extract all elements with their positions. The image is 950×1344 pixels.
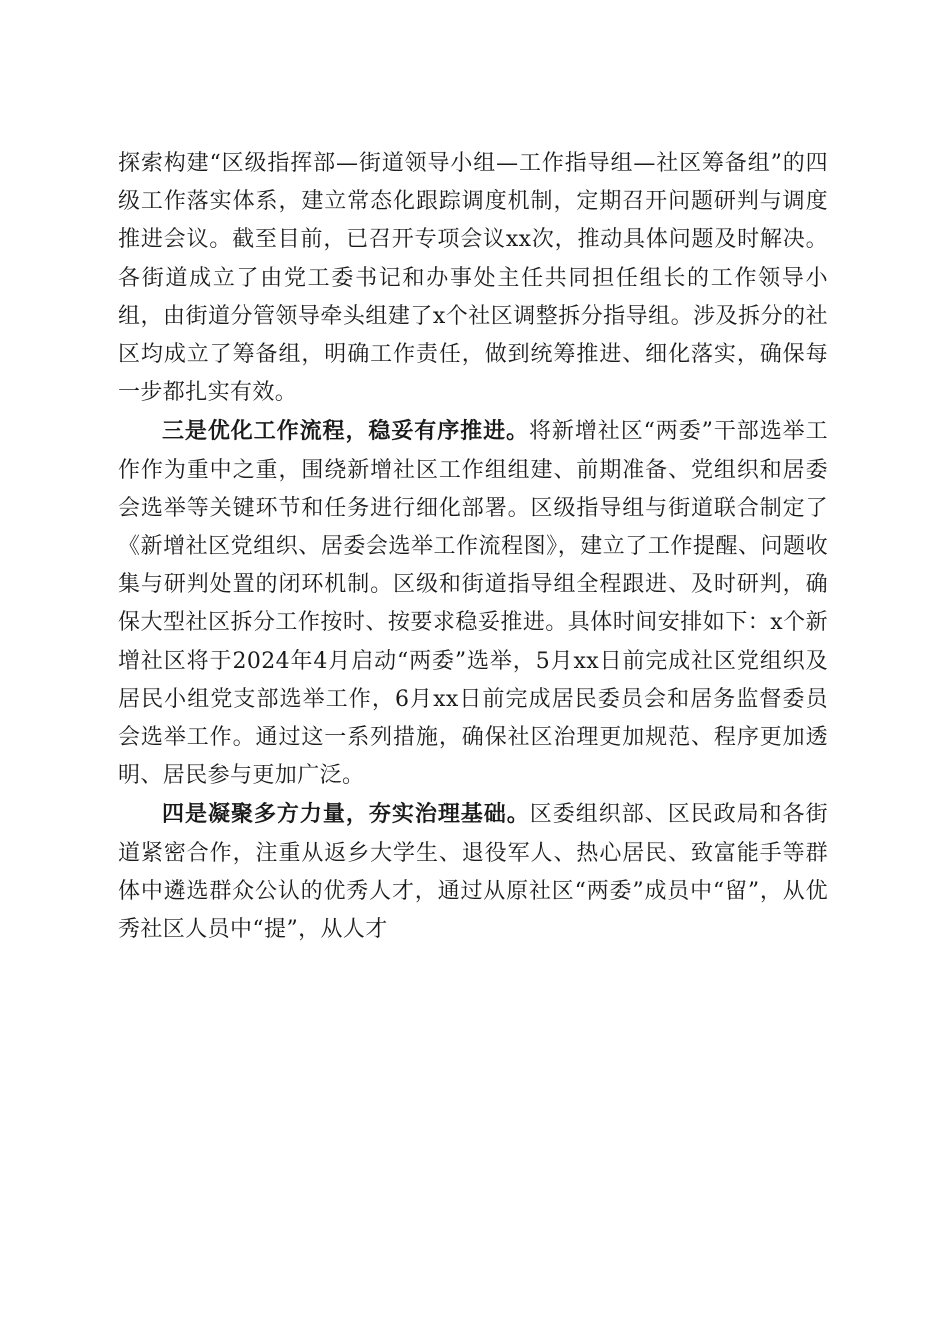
document-body	[118, 144, 828, 949]
paragraph-text: 探索构建“区级指挥部—街道领导小组—工作指导组—社区筹备组”的四级工作落实体系，建立常态化跟踪调度机制，定期召开问题研判与调度推进会议。截至目前，已召开专项会议xx次，推动具体问题及时解决。各街道成立了由党工委书记和办事处主任共同担任组长的工作领导小组，由街道分管领导牵头组建了x个社区调整拆分指导组。涉及拆分的社区均成立了筹备组，明确工作责任，做到统筹推进、细化落实，确保每一步都扎实有效。	[118, 151, 828, 406]
paragraph-lead: 三是优化工作流程，稳妥有序推进。	[162, 418, 529, 445]
paragraph-lead: 四是凝聚多方力量，夯实治理基础。	[162, 801, 530, 828]
paragraph-text: 区委组织部、区民政局和各街道紧密合作，注重从返乡大学生、退役军人、热心居民、致富能手等群体中遴选群众公认的优秀人才，通过从原社区“两委”成员中“留”，从优秀社区人员中“提”，从人才	[118, 802, 829, 943]
paragraph-section-three	[118, 412, 828, 795]
paragraph-continuation	[118, 144, 828, 412]
paragraph-text: 将新增社区“两委”干部选举工作作为重中之重，围绕新增社区工作组组建、前期准备、党组织和居委会选举等关键环节和任务进行细化部署。区级指导组与街道联合制定了《新增社区党组织、居委会选举工作流程图》，建立了工作提醒、问题收集与研判处置的闭环机制。区级和街道指导组全程跟进、及时研判，确保大型社区拆分工作按时、按要求稳妥推进。具体时间安排如下：x个新增社区将于2024年4月启动“两委”选举，5月xx日前完成社区党组织及居民小组党支部选举工作，6月xx日前完成居民委员会和居务监督委员会选举工作。通过这一系列措施，确保社区治理更加规范、程序更加透明、居民参与更加广泛。	[118, 419, 828, 789]
paragraph-section-four	[118, 795, 828, 949]
